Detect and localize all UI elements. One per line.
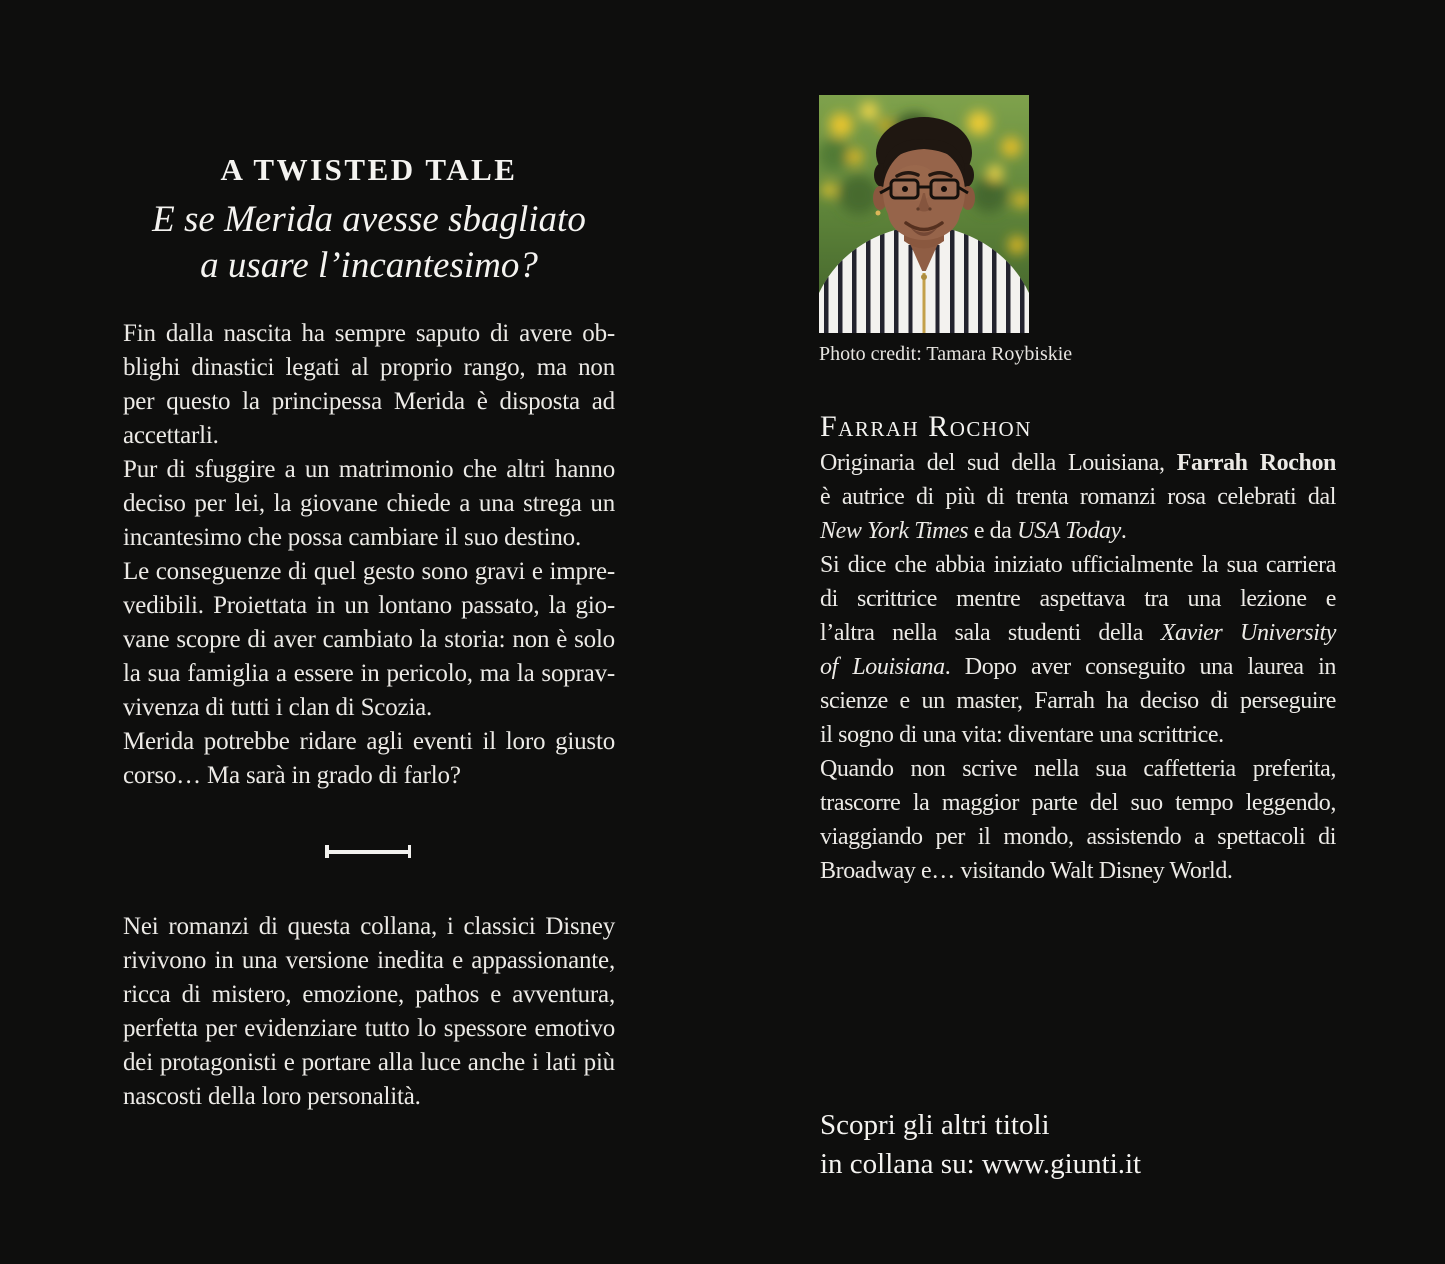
text-line: vedibili. Proiettata in un lontano passato, la gio- [123,592,615,619]
text-line: Merida potrebbe ridare agli eventi il loro giusto [123,728,615,755]
text-line: Nei romanzi di questa collana, i classici Disney [123,913,615,940]
author-name: Farrah Rochon [820,410,1032,443]
text-line: corso… Ma sarà in grado di farlo? [123,762,461,789]
text-line: il sogno di una vita: diventare una scrittrice. [820,722,1224,748]
text-line: Broadway e… visitando Walt Disney World. [820,858,1233,884]
text-line: viaggiando per il mondo, assistendo a spettacoli di [820,824,1336,850]
divider-end-cap [325,845,329,858]
text-line: incantesimo che possa cambiare il suo destino. [123,524,582,551]
text-line: Originaria del sud della Louisiana, Farrah Rochon [820,450,1337,476]
author-photo [819,95,1029,333]
text-line: blighi dinastici legati al proprio rango, ma non [123,354,615,381]
author-bio [820,446,1336,888]
footer-line-1: Scopri gli altri titoli [820,1109,1050,1141]
photo-credit: Photo credit: Tamara Roybiskie [819,343,1073,365]
divider-end-cap [408,845,412,858]
tagline-line-1: E se Merida avesse sbagliato [152,199,586,240]
collection-footer [820,1106,1141,1184]
footer-line-2: in collana su: www.giunti.it [820,1148,1142,1180]
text-line: of Louisiana. Dopo aver conseguito una laurea in [820,654,1336,680]
collection-blurb [123,910,615,1114]
synopsis-text [123,317,615,793]
text-line: dei protagonisti e portare alla luce anche i lati più [123,1049,615,1076]
text-line: l’altra nella sala studenti della Xavier University [820,620,1336,646]
text-line: deciso per lei, la giovane chiede a una strega un [123,490,615,517]
text-line: accettarli. [123,422,219,449]
series-title: A TWISTED TALE [220,152,518,187]
text-line: la sua famiglia a essere in pericolo, ma la soprav- [123,660,615,687]
text-line: Quando non scrive nella sua caffetteria preferita, [820,756,1336,782]
text-line: Pur di sfuggire a un matrimonio che altri hanno [123,456,615,483]
author-portrait-illustration [819,95,1029,333]
tagline-line-2: a usare l’incantesimo? [200,245,538,286]
text-line: per questo la principessa Merida è disposta ad [123,388,615,415]
text-line: Fin dalla nascita ha sempre saputo di avere ob- [123,320,615,347]
tagline [123,197,615,289]
text-line: vivenza di tutti i clan di Scozia. [123,694,433,721]
text-line: vane scopre di aver cambiato la storia: non è solo [123,626,615,653]
text-line: trascorre la maggior parte del suo tempo leggendo, [820,790,1336,816]
left-heading [123,152,615,289]
text-line: di scrittrice mentre aspettava tra una lezione e [820,586,1336,612]
text-line: nascosti della loro personalità. [123,1083,421,1110]
text-line: ricca di mistero, emozione, pathos e avventura, [123,981,615,1008]
section-divider [325,845,411,858]
text-line: Si dice che abbia iniziato ufficialmente la sua carriera [820,552,1336,578]
text-line: scienze e un master, Farrah ha deciso di perseguire [820,688,1336,714]
text-line: rivivono in una versione inedita e appassionante, [123,947,615,974]
text-line: Le conseguenze di quel gesto sono gravi e impre- [123,558,615,585]
text-line: perfetta per evidenziare tutto lo spessore emotivo [123,1015,615,1042]
text-line: è autrice di più di trenta romanzi rosa celebrati dal [820,484,1336,510]
text-line: New York Times e da USA Today. [820,518,1127,544]
